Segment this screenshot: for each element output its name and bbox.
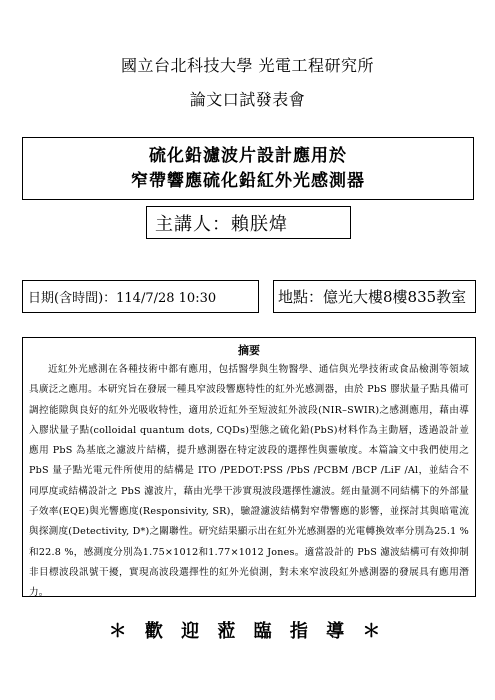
event-heading: 論文口試發表會 xyxy=(189,90,306,109)
thesis-title-line-2: 窄帶響應硫化鉛紅外光感測器 xyxy=(131,170,365,191)
location-text: 地點：億光大樓8樓835教室 xyxy=(278,288,467,306)
date-box xyxy=(22,280,259,313)
welcome-footer: ＊ 歡 迎 蒞 臨 指 導 ＊ xyxy=(108,621,387,642)
speaker-label: 主講人：賴朕煒 xyxy=(155,213,288,235)
abstract-heading: 摘要 xyxy=(238,344,260,357)
abstract-box xyxy=(22,337,476,597)
datetime-text: 日期(含時間)：114/7/28 10:30 xyxy=(28,291,217,306)
speaker-box xyxy=(146,206,351,239)
institution-heading: 國立台北科技大學 光電工程研究所 xyxy=(120,56,375,75)
abstract-body: 近紅外光感測在各種技術中都有應用，包括醫學與生物醫學、通信與光學技術或食品檢測等領域具廣泛之應用。本研究旨在發展一種具窄波段響應特性的紅外光感測器，由於 PbS 膠狀量子點具備可調控能隙與良好的紅外光吸收特性，適用於近紅外至短波紅外波段(NIR–SWIR)之感測應用，藉由導入膠狀量子點(colloidal quantum dots, CQDs)型態之硫化鉛(PbS)材料作為主動層，透過設計並應用 PbS 為基底之濾波片結構，提升感測器在特定波段的選擇性與靈敏度。本篇論文中我們使用之 PbS 量子點光電元件所使用的結構是 ITO /PEDOT:PSS /PbS /PCBM /BCP /LiF /Al，並結合不同厚度或結構設計之 PbS 濾波片，藉由光學干涉實現波段選擇性濾波。經由量測不同結構下的外部量子效率(EQE)與光響應度(Responsivity, SR)，驗證濾波結構對窄帶響應的影響，並探討其與暗電流與探測度(Detectivity, D*)之關聯性。研究結果顯示出在紅外光感測器的光電轉換效率分別為25.1 %和22.8 %，感測度分別為1.75×1012和1.77×1012 Jones。適當設計的 PbS 濾波結構可有效抑制非目標波段訊號干擾，實現高波段選擇性的紅外光偵測，對未來窄波段紅外感測器的發展具有應用潛力。 xyxy=(29,364,469,599)
thesis-title-line-1: 硫化鉛濾波片設計應用於 xyxy=(149,145,347,166)
location-box xyxy=(273,280,476,313)
thesis-title-box xyxy=(22,137,474,200)
